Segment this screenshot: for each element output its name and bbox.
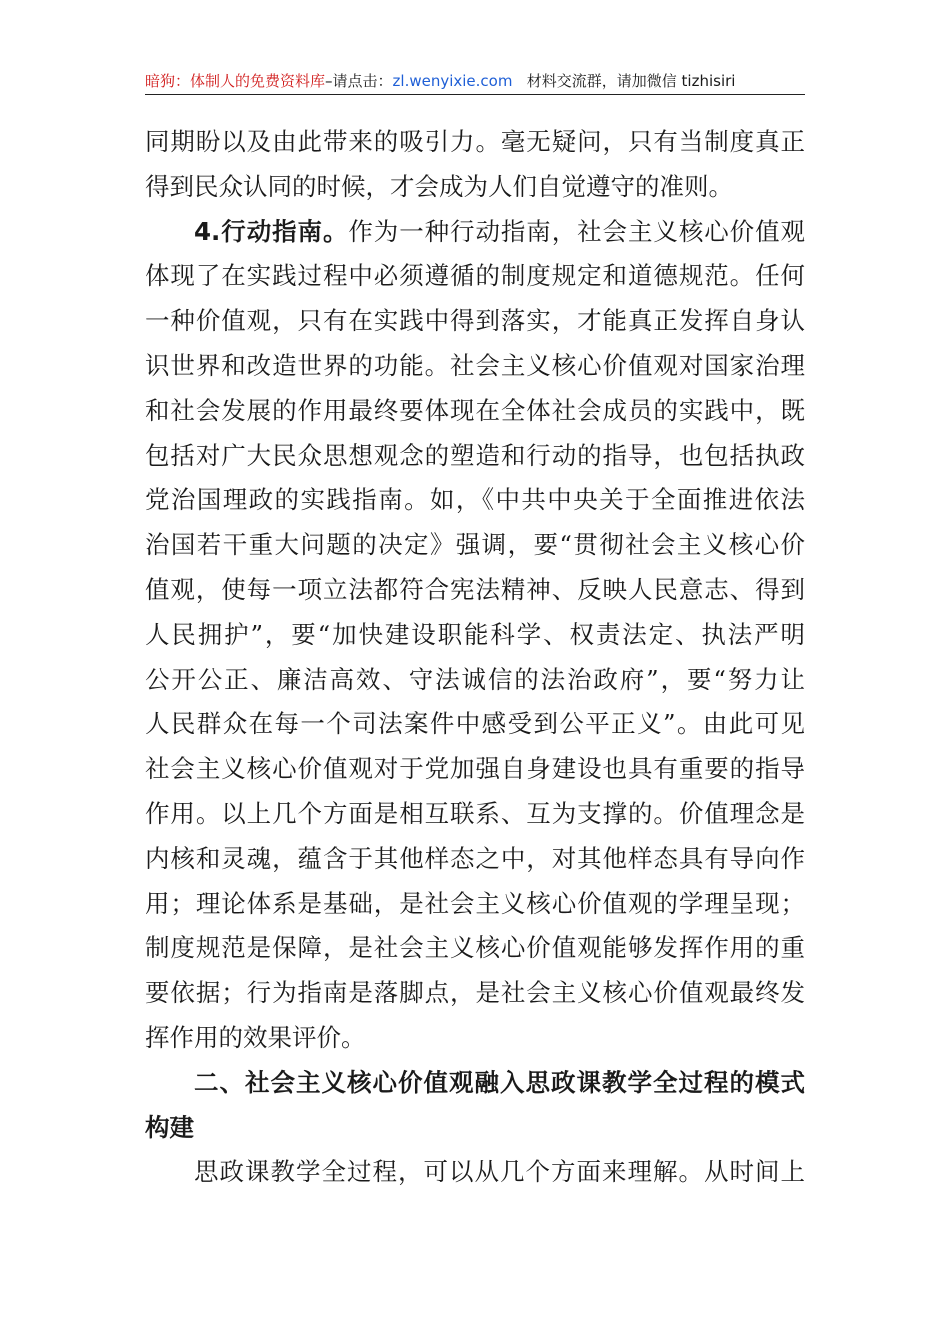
- body-line: 治国若干重大问题的决定》强调，要“贯彻社会主义核心价: [145, 530, 805, 560]
- lead-number: 4.: [194, 216, 221, 246]
- body-line: 得到民众认同的时候，才会成为人们自觉遵守的准则。: [145, 171, 733, 201]
- section-heading-continued: 构建: [145, 1112, 194, 1142]
- header-divider: [145, 94, 805, 95]
- body-line: 识世界和改造世界的功能。社会主义核心价值观对国家治理: [145, 350, 805, 380]
- body-line: 挥作用的效果评价。: [145, 1022, 366, 1052]
- body-line: 人民拥护”，要“加快建设职能科学、权责法定、执法严明: [145, 619, 805, 649]
- document-body: [145, 120, 805, 1195]
- section-heading: 二、社会主义核心价值观融入思政课教学全过程的模式: [194, 1067, 805, 1097]
- body-line: 制度规范是保障，是社会主义核心价值观能够发挥作用的重: [145, 933, 805, 963]
- header-link[interactable]: zl.wenyixie.com: [392, 72, 513, 90]
- body-line: 同期盼以及由此带来的吸引力。毫无疑问，只有当制度真正: [145, 127, 805, 156]
- body-line: 内核和灵魂，蕴含于其他样态之中，对其他样态具有导向作: [145, 843, 805, 873]
- body-line: 要依据；行为指南是落脚点，是社会主义核心价值观最终发: [145, 978, 805, 1008]
- body-line: 和社会发展的作用最终要体现在全体社会成员的实践中，既: [145, 395, 805, 425]
- body-line: 一种价值观，只有在实践中得到落实，才能真正发挥自身认: [145, 306, 805, 336]
- body-line: 作用。以上几个方面是相互联系、互为支撑的。价值理念是: [145, 798, 805, 828]
- header-note: 材料交流群，请加微信 tizhisiri: [526, 72, 736, 90]
- body-line: 人民群众在每一个司法案件中感受到公平正义”。由此可见: [145, 709, 805, 739]
- body-line: 值观，使每一项立法都符合宪法精神、反映人民意志、得到: [145, 574, 805, 604]
- body-line: 思政课教学全过程，可以从几个方面来理解。从时间上: [194, 1157, 805, 1187]
- body-line: 党治国理政的实践指南。如，《中共中央关于全面推进依法: [145, 485, 805, 515]
- lead-title: 行动指南。: [220, 216, 349, 246]
- body-line: 体现了在实践过程中必须遵循的制度规定和道德规范。任何: [145, 261, 805, 291]
- page-header: [145, 70, 805, 94]
- paragraph-lead-line: [145, 210, 805, 255]
- body-line: 包括对广大民众思想观念的塑造和行动的指导，也包括执政: [145, 440, 805, 470]
- body-line: 公开公正、廉洁高效、守法诚信的法治政府”，要“努力让: [145, 664, 805, 694]
- lead-text: 作为一种行动指南，社会主义核心价值观: [348, 216, 805, 246]
- body-line: 用；理论体系是基础，是社会主义核心价值观的学理呈现；: [145, 888, 805, 918]
- header-brand: 暗狗：体制人的免费资料库: [145, 72, 326, 90]
- body-line: 社会主义核心价值观对于党加强自身建设也具有重要的指导: [145, 754, 805, 784]
- header-prompt: –请点击：: [325, 72, 393, 90]
